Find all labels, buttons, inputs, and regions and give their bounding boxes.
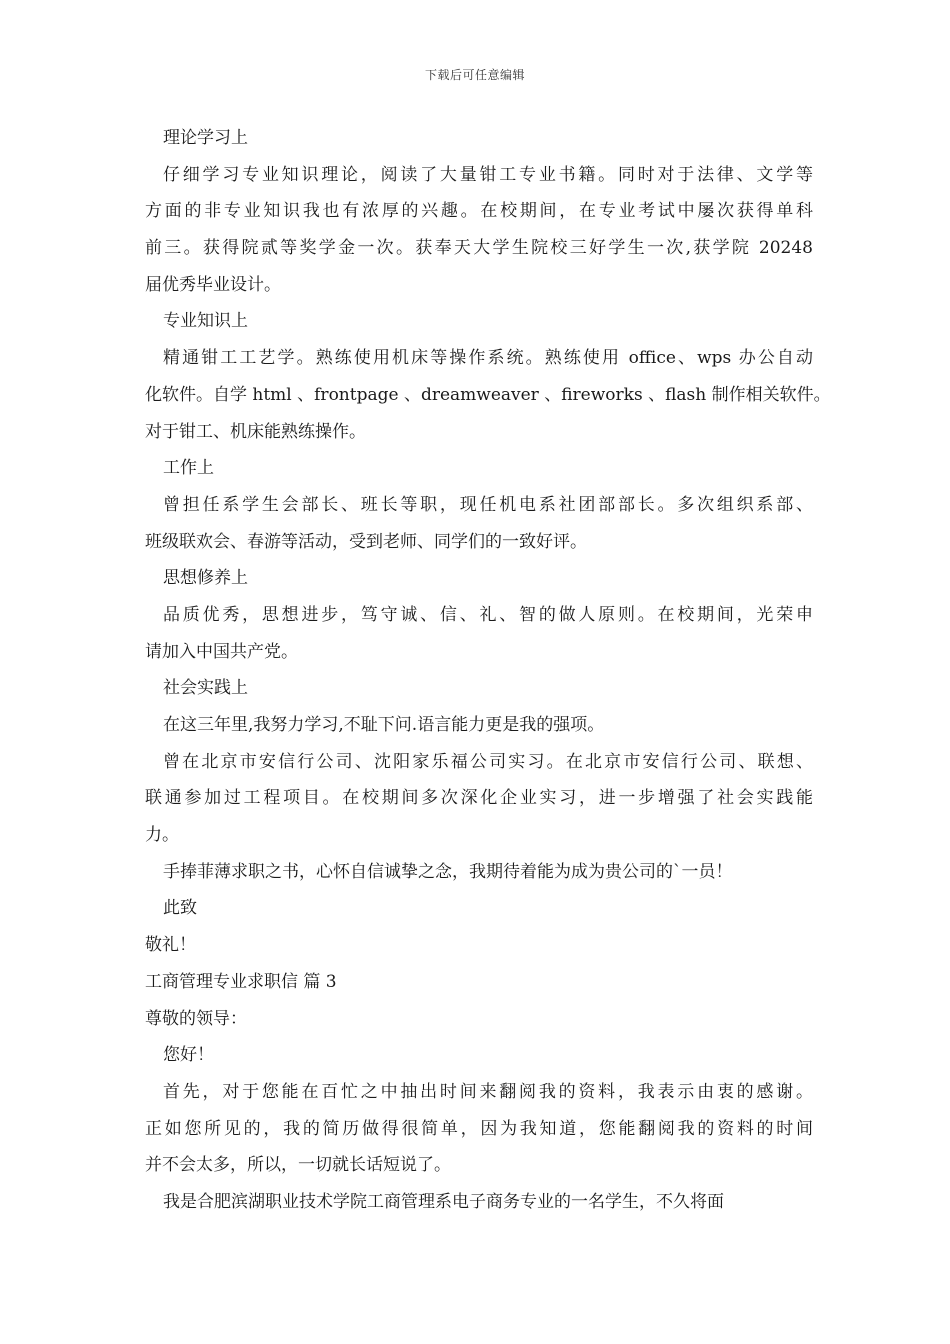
text-line: 专业知识上 — [163, 311, 248, 332]
heading-theory-study — [145, 120, 813, 157]
paragraph-internships — [145, 744, 813, 854]
text-line: 我是合肥滨湖职业技术学院工商管理系电子商务专业的一名学生，不久将面 — [163, 1191, 724, 1212]
heading-social-practice — [145, 670, 813, 707]
text-line: 前三。获得院贰等奖学金一次。获奉天大学生院校三好学生一次,获学院 20248 — [145, 238, 813, 259]
paragraph-thanks — [145, 1074, 813, 1184]
text-line: 此致 — [163, 898, 197, 919]
text-line: 力。 — [145, 825, 179, 846]
text-line: 工作上 — [163, 458, 214, 479]
letter-hello — [145, 1037, 813, 1074]
text-line: 化软件。自学 html 、frontpage 、dreamweaver 、fireworks 、flash 制作相关软件。 — [145, 384, 831, 405]
text-line: 届优秀毕业设计。 — [145, 274, 281, 295]
letter-greeting — [145, 1001, 813, 1038]
text-line: 联通参加过工程项目。在校期间多次深化企业实习，进一步增强了社会实践能 — [145, 788, 813, 809]
text-line: 您好！ — [163, 1045, 214, 1066]
paragraph-ideology — [145, 597, 813, 670]
text-line: 请加入中国共产党。 — [145, 641, 298, 662]
paragraph-work — [145, 487, 813, 560]
text-line: 曾在北京市安信行公司、沈阳家乐福公司实习。在北京市安信行公司、联想、 — [163, 751, 813, 772]
text-line: 首先，对于您能在百忙之中抽出时间来翻阅我的资料，我表示由衷的感谢。 — [163, 1081, 813, 1102]
heading-ideology — [145, 560, 813, 597]
paragraph-theory-study — [145, 157, 813, 304]
paragraph-three-years — [145, 707, 813, 744]
text-line: 工商管理专业求职信 篇 3 — [145, 971, 337, 992]
section-title — [145, 964, 813, 1001]
paragraph-introduction — [145, 1184, 813, 1221]
document-body — [145, 120, 831, 1221]
heading-work — [145, 450, 813, 487]
text-line: 方面的非专业知识我也有浓厚的兴趣。在校期间，在专业考试中屡次获得单科 — [145, 201, 813, 222]
text-line: 在这三年里,我努力学习,不耻下问.语言能力更是我的强项。 — [163, 715, 605, 735]
paragraph-professional-knowledge — [145, 340, 831, 450]
text-line: 手捧菲薄求职之书，心怀自信诚挚之念，我期待着能为成为贵公司的`一员！ — [163, 861, 733, 882]
page-header: 下载后可任意编辑 — [424, 68, 525, 82]
text-line: 班级联欢会、春游等活动，受到老师、同学们的一致好评。 — [145, 531, 587, 552]
text-line: 思想修养上 — [163, 568, 248, 589]
text-line: 敬礼！ — [145, 935, 196, 956]
text-line: 尊敬的领导： — [145, 1008, 247, 1029]
text-line: 社会实践上 — [163, 678, 248, 699]
text-line: 并不会太多，所以，一切就长话短说了。 — [145, 1155, 451, 1176]
heading-professional-knowledge — [145, 303, 813, 340]
text-line: 对于钳工、机床能熟练操作。 — [145, 421, 366, 442]
text-line: 正如您所见的，我的简历做得很简单，因为我知道，您能翻阅我的资料的时间 — [145, 1118, 813, 1139]
text-line: 仔细学习专业知识理论，阅读了大量钳工专业书籍。同时对于法律、文学等 — [163, 164, 813, 185]
text-line: 曾担任系学生会部长、班长等职，现任机电系社团部部长。多次组织系部、 — [163, 494, 813, 515]
text-line: 精通钳工工艺学。熟练使用机床等操作系统。熟练使用 office、wps 办公自动 — [163, 348, 813, 369]
salutation-jingli — [145, 927, 813, 964]
text-line: 品质优秀，思想进步，笃守诚、信、礼、智的做人原则。在校期间，光荣申 — [163, 604, 813, 625]
text-line: 理论学习上 — [163, 128, 248, 148]
salutation-cizhi — [145, 890, 813, 927]
paragraph-closing-wish — [145, 854, 813, 891]
